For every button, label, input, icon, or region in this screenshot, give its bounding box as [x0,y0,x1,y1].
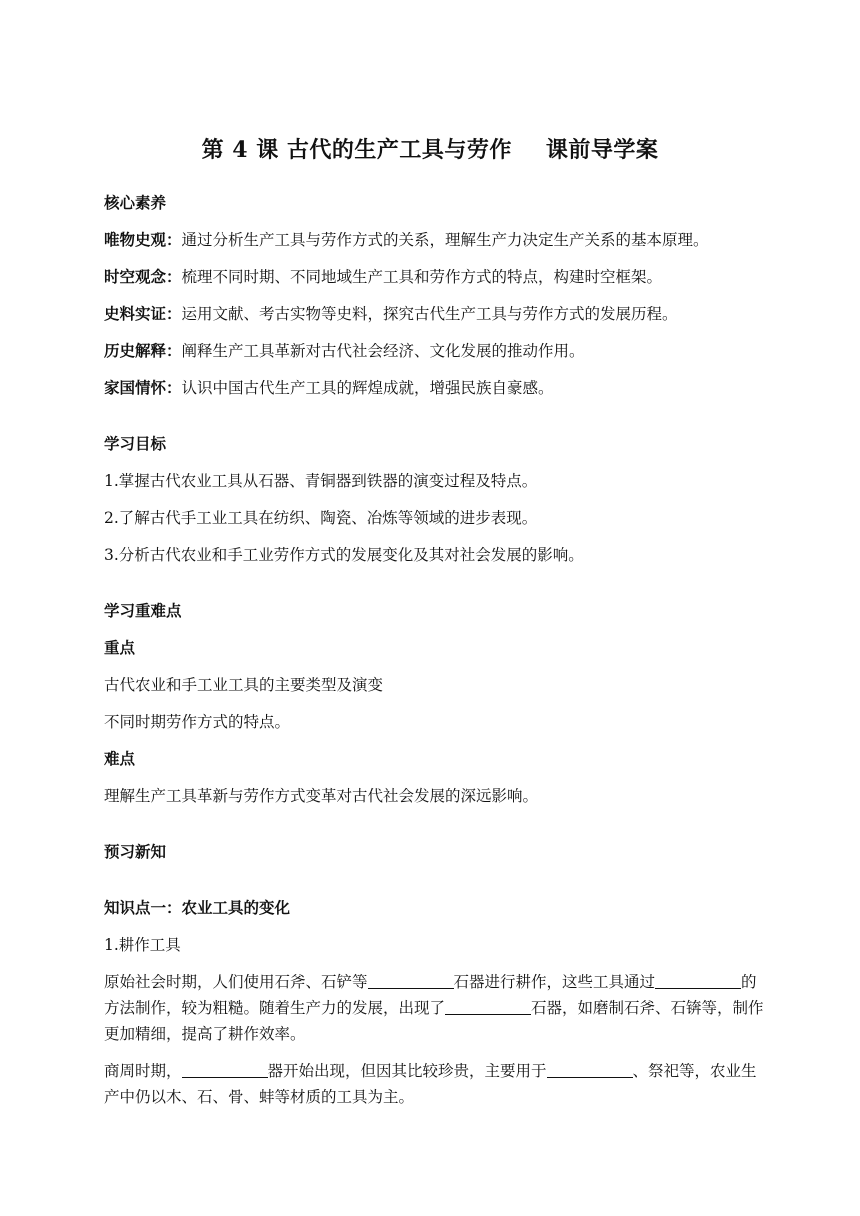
hard-point-item: 理解生产工具革新与劳作方式变革对古代社会发展的深远影响。 [104,787,539,805]
document-body [104,190,764,1110]
preview-heading: 预习新知 [104,842,167,861]
paragraph-text: 的方法制作，较为粗糙。随着生产力的发展，出现了 [104,973,757,1017]
core-item-text: 运用文献、考古实物等史料，探究古代生产工具与劳作方式的发展历程。 [181,305,678,323]
paragraph-text: 原始社会时期，人们使用石斧、石铲等 [104,973,368,991]
paragraph-text: 石器，如磨制石斧、石锛等，制作更加精细，提高了耕作效率。 [104,999,764,1043]
subsection-heading [104,932,764,958]
hard-points-heading: 难点 [104,749,136,768]
goal-item: 2.了解古代手工业工具在纺织、陶瓷、冶炼等领域的进步表现。 [104,509,538,527]
core-item-text: 阐释生产工具革新对古代社会经济、文化发展的推动作用。 [181,342,585,360]
goal-item: 3.分析古代农业和手工业劳作方式的发展变化及其对社会发展的影响。 [104,546,584,564]
paragraph-text: 商周时期， [104,1062,182,1080]
fill-blank[interactable] [445,1000,531,1015]
goals-heading: 学习目标 [104,434,167,453]
fill-in-paragraph [104,1058,764,1110]
core-item [104,338,764,364]
knowledge-point-heading: 知识点一：农业工具的变化 [104,898,291,917]
key-points-heading: 重点 [104,638,136,657]
core-item-label: 时空观念： [104,267,182,286]
core-item [104,227,764,253]
subsection-heading-text: 1.耕作工具 [104,936,181,954]
paragraph-text: 、祭祀等，农业生产中仍以木、石、骨、蚌等材质的工具为主。 [104,1062,757,1106]
core-item-label: 家国情怀： [104,378,182,397]
core-item-label: 史料实证： [104,304,182,323]
title-sub: 课前导学案 [545,137,659,163]
title-main: 第 4 课 古代的生产工具与劳作 [201,137,512,163]
difficulty-heading: 学习重难点 [104,601,182,620]
core-heading: 核心素养 [104,193,167,212]
core-item-text: 梳理不同时期、不同地域生产工具和劳作方式的特点，构建时空框架。 [181,268,663,286]
core-item-label: 历史解释： [104,341,182,360]
fill-blank[interactable] [368,974,454,989]
key-point-item: 不同时期劳作方式的特点。 [104,713,291,731]
fill-blank[interactable] [547,1063,633,1078]
goal-item: 1.掌握古代农业工具从石器、青铜器到铁器的演变过程及特点。 [104,472,538,490]
core-item-text: 通过分析生产工具与劳作方式的关系，理解生产力决定生产关系的基本原理。 [181,231,709,249]
key-point-item: 古代农业和手工业工具的主要类型及演变 [104,676,384,694]
core-item [104,375,764,401]
core-item-label: 唯物史观： [104,230,182,249]
fill-blank[interactable] [655,974,741,989]
fill-in-paragraph [104,969,764,1047]
core-item-text: 认识中国古代生产工具的辉煌成就，增强民族自豪感。 [181,379,554,397]
page-title [0,133,860,164]
core-item [104,264,764,290]
core-item [104,301,764,327]
fill-blank[interactable] [182,1063,268,1078]
paragraph-text: 器开始出现，但因其比较珍贵，主要用于 [267,1062,547,1080]
paragraph-text: 石器进行耕作，这些工具通过 [453,973,656,991]
